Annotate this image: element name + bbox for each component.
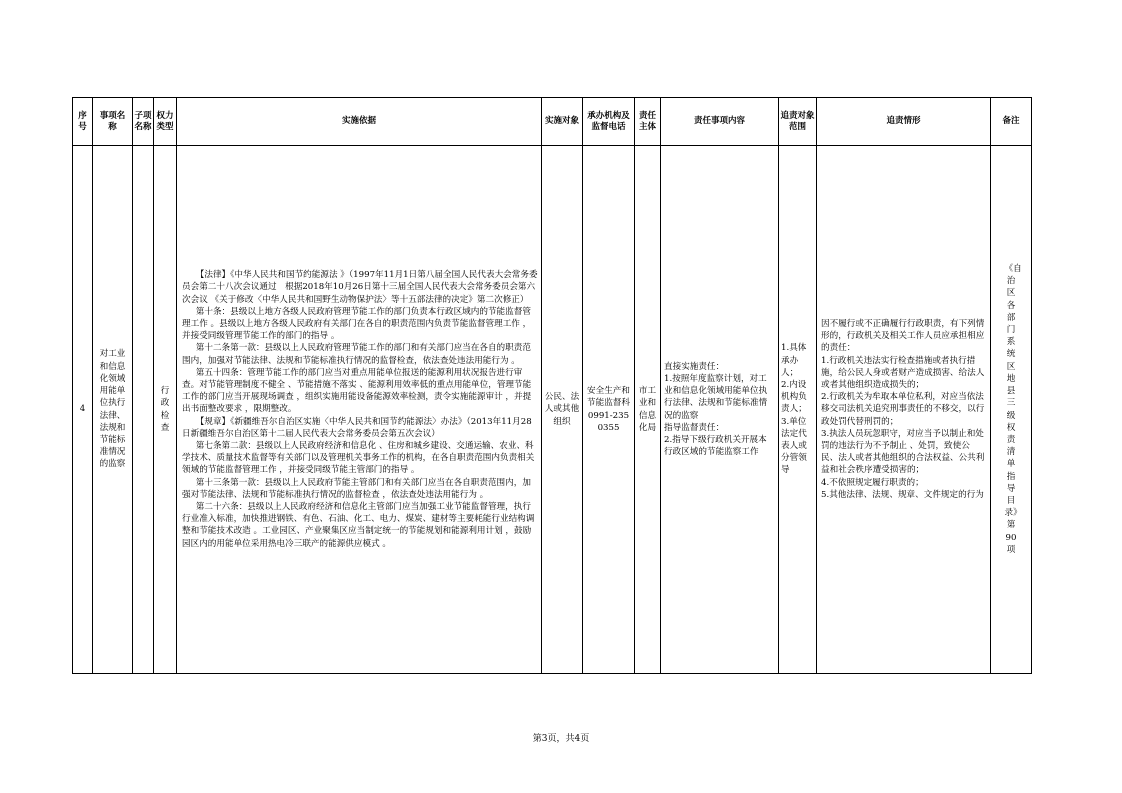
cell-seq: 4	[73, 146, 93, 674]
basis-paragraph: 第十条：县级以上地方各级人民政府管理节能工作的部门负责本行政区域内的节能监督管理工作 。县级以上地方各级人民政府有关部门在各自的职责范围内负责节能监督管理工作 ，并接受同级管理节能工作的部门的指导 。	[182, 306, 532, 342]
pursue-line: 3.执法人员玩忽职守，对应当予以制止和处罚的违法行为不予制止 、处罚，致使公民、法人或者其他组织的合法权益、公共利益和社会秩序遭受损害的；	[821, 428, 985, 476]
basis-paragraph: 第十二条第一款：县级以上人民政府管理节能工作的部门和有关部门应当在各自的职责范围内，加强对节能法律、法规和节能标准执行情况的监督检查，依法查处违法用能行为 。	[182, 343, 531, 366]
power-list-table	[72, 97, 1032, 674]
header-basis: 实施依据	[177, 98, 542, 146]
cell-sub-item	[133, 146, 154, 674]
header-item-name: 事项名称	[93, 98, 133, 146]
header-power-type: 权力类型	[154, 98, 177, 146]
pursue-line: 1.行政机关违法实行检查措施或者执行措施，给公民人身或者财产造成损害、给法人或者其他组织造成损失的；	[821, 355, 985, 390]
scope-line: 3.单位法定代表人或分管领导	[781, 416, 807, 476]
header-agency: 承办机构及监督电话	[583, 98, 635, 146]
pursue-scope-text	[779, 342, 816, 476]
pursue-cases-text	[817, 318, 990, 501]
header-seq: 序号	[73, 98, 93, 146]
pursue-line: 因不履行或不正确履行行政职责，有下列情形的，行政机关及相关工作人员应承担相应的责任：	[821, 318, 985, 354]
scope-line: 1.具体承办人；	[781, 343, 807, 378]
cell-agency: 安全生产和节能监督科0991-2350355	[583, 146, 635, 674]
duty-content-text	[661, 361, 778, 459]
basis-paragraph: 第十三条第一款：县级以上人民政府节能主管部门和有关部门应当在各自职责范围内，加强对节能法律、法规和节能标准执行情况的监督检查 ，依法查处违法用能行为 。	[182, 477, 531, 500]
cell-power-type: 行政检查	[154, 146, 177, 674]
header-remark: 备注	[991, 98, 1032, 146]
cell-target: 公民、法人或其他组织	[542, 146, 583, 674]
duty-line: 1.按照年度监察计划，对工业和信息化领域用能单位执行法律、法规和节能标准情况的监察	[664, 373, 768, 421]
header-subject: 责任主体	[635, 98, 661, 146]
cell-pursue-cases	[817, 146, 991, 674]
page-number: 第3页，共4页	[532, 734, 590, 744]
cell-pursue-scope	[779, 146, 817, 674]
header-target: 实施对象	[542, 98, 583, 146]
cell-duty-content	[661, 146, 779, 674]
header-sub-item: 子项名称	[133, 98, 154, 146]
basis-paragraph: 第五十四条：管理节能工作的部门应当对重点用能单位报送的能源利用状况报告进行审查。对节能管理制度不健全 、节能措施不落实 、能源利用效率低的重点用能单位，管理节能工作的部门应当开展现场调查 ，组织实施用能设备能源效率检测，责令实施能源审计 ，并提出书面整改要求 ，限期整改。	[182, 367, 532, 415]
cell-subject: 市工业和信息化局	[635, 146, 661, 674]
cell-item-name: 对工业和信息化领域用能单位执行法律、法规和节能标准情况的监察	[93, 146, 133, 674]
pursue-line: 2.行政机关为牟取本单位私利，对应当依法移交司法机关追究刑事责任的不移交，以行政处罚代替刑罚的；	[821, 392, 985, 427]
header-pursue-scope: 追责对象范围	[779, 98, 817, 146]
duty-line: 指导监督责任：	[664, 422, 725, 433]
duty-line: 直接实施责任：	[664, 361, 725, 372]
basis-paragraph: 【法律】《中华人民共和国节约能源法 》（1997年11月1日第八届全国人民代表大会常务委员会第二十八次会议通过 根据2018年10月26日第十三届全国人民代表大会常务委员会第六次会议 《关于修改〈中华人民共和国野生动物保护法〉等十五部法律的决定》第二次修正）	[182, 270, 538, 305]
pursue-line: 5.其他法律、法规、规章、文件规定的行为	[821, 489, 984, 500]
pursue-line: 4.不依照规定履行职责的；	[821, 477, 924, 488]
scope-line: 2.内设机构负责人；	[781, 379, 807, 415]
header-duty-content: 责任事项内容	[661, 98, 779, 146]
basis-paragraph: 【规章】《新疆维吾尔自治区实施〈中华人民共和国节约能源法〉办法》（2013年11月28日新疆维吾尔自治区第十二届人民代表大会常务委员会第五次会议）	[182, 416, 532, 439]
cell-basis	[177, 146, 542, 674]
table-row	[73, 146, 1032, 674]
duty-line: 2.指导下级行政机关开展本行政区域的节能监察工作	[664, 434, 767, 458]
header-row	[73, 98, 1032, 146]
header-pursue-cases: 追责情形	[817, 98, 991, 146]
cell-remark: 《自治区各部门系统区地县三级权责清单指导目录》第90项	[991, 146, 1032, 674]
basis-text	[177, 269, 541, 550]
basis-paragraph: 第二十六条：县级以上人民政府经济和信息化主管部门应当加强工业节能监督管理，执行行业准入标准，加快推进钢铁、有色、石油、化工、电力、煤炭、建材等主要耗能行业结构调整和节能技术改造 。工业园区、产业聚集区应当制定统一的节能规划和能源利用计划 ，鼓励园区内的用能单位采用热电冷三联产的能源供应模式 。	[182, 502, 535, 549]
basis-paragraph: 第七条第二款：县级以上人民政府经济和信息化 、住房和城乡建设、交通运输、农业、科学技术、质量技术监督等有关部门以及管理机关事务工作的机构，在各自职责范围内负责相关领域的节能监督管理工作 ，并接受同级节能主管部门的指导 。	[182, 441, 535, 476]
